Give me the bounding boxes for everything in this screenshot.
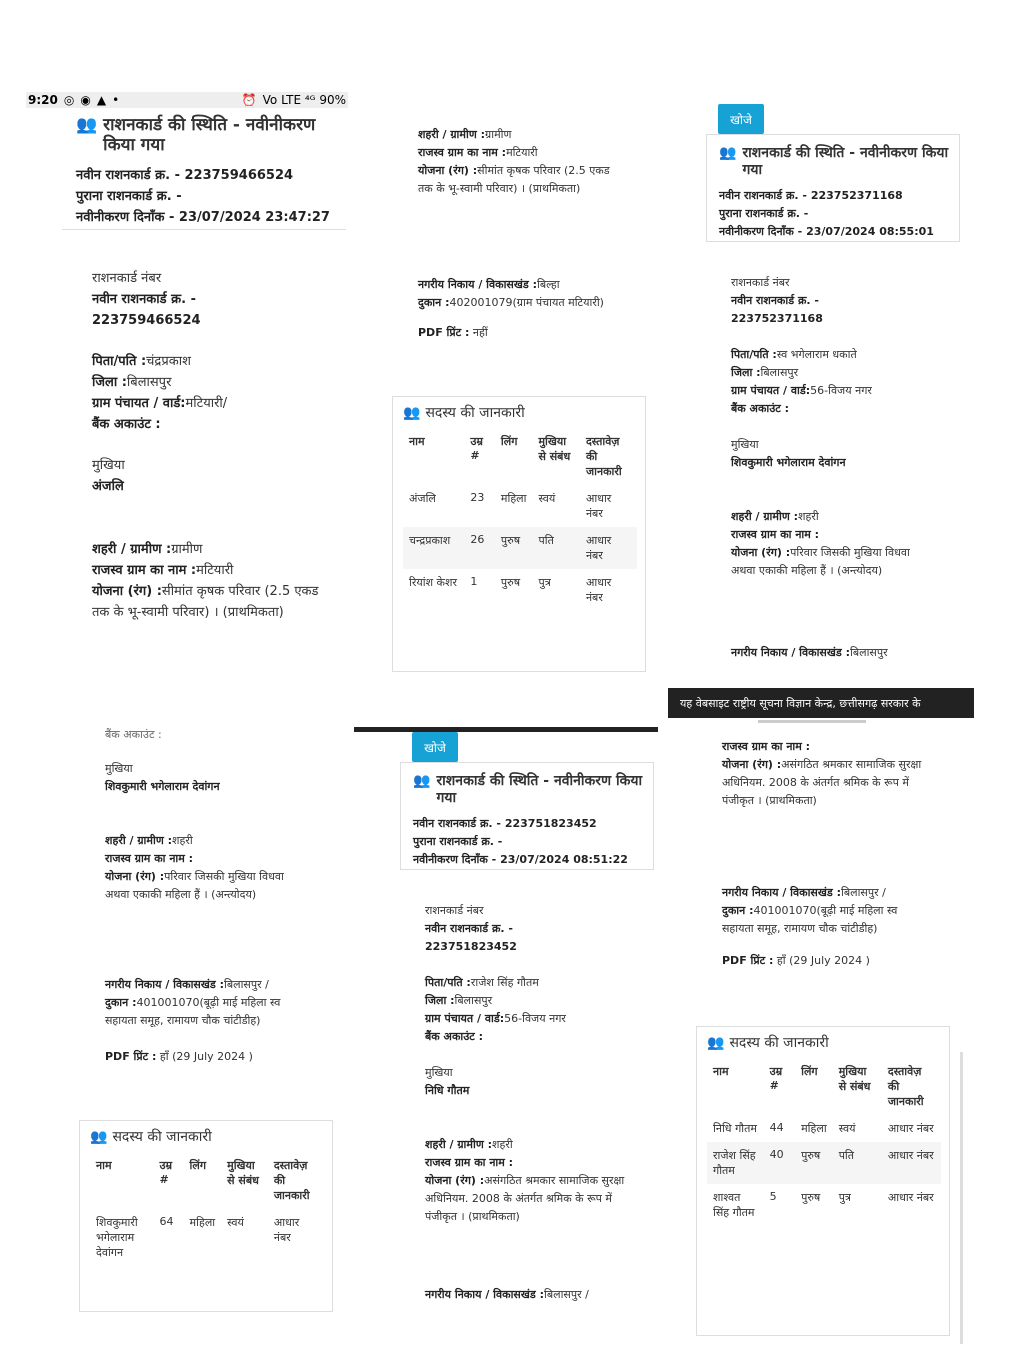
scrollbar[interactable] <box>960 1052 963 1344</box>
member-name: अंजलि <box>409 492 436 505</box>
member-name: शाश्वत सिंह गौतम <box>713 1191 755 1219</box>
nikay-value: बिल्हा <box>536 278 560 291</box>
table-row <box>707 1184 941 1226</box>
member-gender: पुरुष <box>801 1191 821 1204</box>
urban-rural-value: शहरी <box>172 834 193 847</box>
renewal-date-label: नवीनीकरण दिनाँक - <box>76 210 175 225</box>
head-label: मुखिया <box>425 1066 453 1079</box>
new-card-number: 223752371168 <box>731 312 823 325</box>
head-value: अंजलि <box>92 479 124 494</box>
card-number-label: राशनकार्ड नंबर <box>92 271 162 286</box>
shop-value: 401001070(बूढ़ी माई महिला स्व सहायता समूह, रामायण चौक चांटीडीह) <box>105 996 281 1027</box>
urban-rural-value: शहरी <box>798 510 819 523</box>
page-title: राशनकार्ड की स्थिति - नवीनीकरण किया गया <box>103 115 316 155</box>
new-card-number: 223751823452 <box>425 940 517 953</box>
member-name: राजेश सिंह गौतम <box>707 1142 764 1184</box>
col-gender: लिंग <box>189 1159 207 1172</box>
card2-continued: बैंक अकाउंट : मुखिया शिवकुमारी भगेलाराम देवांगन शहरी / ग्रामीण :शहरी राजस्व ग्राम का नाम : योजना (रंग) :परिवार जिसकी मुखिया विधवा अथवा एकाकी महिला हैं । (अन्त्योदय) नगरीय निकाय / विकासखंड :बिलासपुर / दुकान :401001070(बूढ़ी माई महिला स्व सहायता समूह, रामायण चौक चांटीडीह) PDF प्रिंट : हाँ (29 July 2024 ) <box>105 726 305 1066</box>
new-card-label: नवीन राशनकार्ड क्र. - <box>731 294 819 307</box>
urban-rural-value: ग्रामीण <box>485 128 512 141</box>
father-label: पिता/पति : <box>425 976 471 989</box>
phone-status-bar <box>26 92 348 108</box>
member-age: 40 <box>764 1142 796 1184</box>
new-card-label: नवीन राशनकार्ड क्र. - <box>413 817 501 830</box>
new-card-label: नवीन राशनकार्ड क्र. - <box>425 922 513 935</box>
card1-details <box>92 268 322 623</box>
scheme-value: सीमांत कृषक परिवार (2.5 एकड तक के भू-स्वामी परिवार) । (प्राथमिकता) <box>92 584 319 620</box>
member-age: 23 <box>470 491 485 504</box>
head-value: शिवकुमारी भगेलाराम देवांगन <box>731 456 846 469</box>
users-icon: 👥 <box>707 1034 725 1051</box>
shop-value: 401001070(बूढ़ी माई महिला स्व सहायता समूह, रामायण चौक चांटीडीह) <box>722 904 898 935</box>
renewal-date: 23/07/2024 08:51:22 <box>500 853 628 866</box>
divider-bar <box>354 727 658 732</box>
member-age: 64 <box>159 1215 174 1228</box>
old-card-label: पुराना राशनकार्ड क्र. - <box>413 835 503 848</box>
table-row <box>403 485 637 527</box>
card2-details <box>731 274 931 662</box>
district-label: जिला : <box>425 994 455 1007</box>
member-gender: पुरुष <box>795 1142 833 1184</box>
table-row <box>707 1142 941 1184</box>
nikay-value: बिलासपुर <box>223 978 262 991</box>
nikay-value: बिलासपुर <box>543 1288 582 1301</box>
users-icon: 👥 <box>76 115 98 135</box>
member-relation: स्वयं <box>538 492 556 505</box>
card1-continued <box>418 126 618 342</box>
member-gender: महिला <box>500 492 527 505</box>
member-docs: आधार नंबर <box>273 1216 300 1244</box>
search-button[interactable]: खोजे <box>412 732 458 762</box>
member-name: चन्द्रप्रकाश <box>403 527 464 569</box>
table-row <box>90 1209 324 1266</box>
nikay-label: नगरीय निकाय / विकासखंड : <box>731 646 850 659</box>
nikay-label: नगरीय निकाय / विकासखंड : <box>105 978 224 991</box>
member-name: शिवकुमारी भगेलाराम देवांगन <box>96 1216 138 1259</box>
whatsapp-icon: ◎ <box>63 93 75 107</box>
member-gender: पुरुष <box>500 576 521 589</box>
status-time: 9:20 <box>28 93 58 107</box>
scheme-label: योजना (रंग) : <box>722 758 782 771</box>
member-age: 5 <box>769 1190 777 1203</box>
nikay-value: बिलासपुर <box>840 886 879 899</box>
dot-icon: • <box>112 93 120 107</box>
card3-members-panel <box>696 1026 950 1336</box>
table-row <box>403 569 637 611</box>
new-card-number: 223752371168 <box>810 189 903 202</box>
scheme-value: सीमांत कृषक परिवार (2.5 एकड तक के भू-स्वामी परिवार) । (प्राथमिकता) <box>418 164 610 195</box>
new-card-number: 223751823452 <box>504 817 597 830</box>
card2-members-panel <box>79 1120 333 1312</box>
card3-continued: राजस्व ग्राम का नाम : योजना (रंग) :असंगठित श्रमकार सामाजिक सुरक्षा अधिनियम. 2008 के अंतर्गत श्रमिक के रूप में पंजीकृत । (प्राथमिकता) नगरीय निकाय / विकासखंड :बिलासपुर / दुकान :401001070(बूढ़ी माई महिला स्व सहायता समूह, रामायण चौक चांटीडीह) PDF प्रिंट : हाँ (29 July 2024 ) <box>722 740 922 967</box>
father-label: पिता/पति : <box>731 348 777 361</box>
district-value: बिलासपुर <box>760 366 799 379</box>
panchayat-label: ग्राम पंचायत / वार्ड: <box>731 384 811 397</box>
village-value: मटियारी <box>196 563 234 578</box>
members-title: सदस्य की जानकारी <box>729 1035 829 1051</box>
shop-label: दुकान : <box>105 996 137 1009</box>
col-name: नाम <box>409 435 425 448</box>
members-title: सदस्य की जानकारी <box>425 405 525 421</box>
notification-icon: ◉ <box>80 93 91 107</box>
users-icon: 👥 <box>413 773 431 789</box>
member-name: रियांश केशर <box>409 576 457 589</box>
members-table <box>90 1152 324 1266</box>
col-age: उम्र # <box>769 1065 783 1092</box>
village-label: राजस्व ग्राम का नाम : <box>731 528 820 541</box>
village-value: मटियारी <box>506 146 538 159</box>
member-docs: आधार नंबर <box>887 1191 934 1204</box>
alarm-icon: ⏰ <box>241 93 257 107</box>
urban-rural-label: शहरी / ग्रामीण : <box>731 510 799 523</box>
nikay-label: नगरीय निकाय / विकासखंड : <box>722 886 841 899</box>
members-table <box>403 428 637 611</box>
scheme-label: योजना (रंग) : <box>425 1174 485 1187</box>
district-value: बिलासपुर <box>126 375 172 390</box>
col-docs: दस्तावेज़ की जानकारी <box>887 1065 924 1108</box>
users-icon: 👥 <box>719 145 737 161</box>
card2-header <box>706 134 960 242</box>
member-gender: महिला <box>189 1216 216 1229</box>
member-age: 1 <box>470 575 478 588</box>
member-age: 44 <box>769 1121 784 1134</box>
member-relation: पति <box>532 527 579 569</box>
district-value: बिलासपुर <box>454 994 493 1007</box>
member-docs: आधार नंबर <box>580 527 637 569</box>
col-age: उम्र # <box>159 1159 173 1186</box>
urban-rural-label: शहरी / ग्रामीण : <box>105 834 173 847</box>
urban-rural-label: शहरी / ग्रामीण : <box>92 542 172 557</box>
new-card-label: नवीन राशनकार्ड क्र. - <box>719 189 807 202</box>
district-label: जिला : <box>92 375 127 390</box>
panchayat-label: ग्राम पंचायत / वार्ड: <box>425 1012 505 1025</box>
card-number-label: राशनकार्ड नंबर <box>731 276 790 289</box>
renewal-date: 23/07/2024 23:47:27 <box>178 210 330 225</box>
member-gender: महिला <box>801 1122 827 1135</box>
urban-rural-label: शहरी / ग्रामीण : <box>418 128 486 141</box>
member-docs: आधार नंबर <box>887 1122 934 1135</box>
col-gender: लिंग <box>500 435 518 448</box>
village-label: राजस्व ग्राम का नाम : <box>92 563 197 578</box>
members-title: सदस्य की जानकारी <box>112 1129 212 1145</box>
bank-cut: बैंक अकाउंट : <box>105 728 162 741</box>
footer-toast <box>668 688 974 718</box>
pdf-label: PDF प्रिंट : <box>722 954 774 967</box>
card3-header <box>400 762 654 870</box>
shop-label: दुकान : <box>722 904 754 917</box>
member-gender: पुरुष <box>495 527 533 569</box>
father-value: चंद्रप्रकाश <box>146 354 191 369</box>
pdf-value: हाँ (29 July 2024 ) <box>776 954 870 967</box>
head-label: मुखिया <box>92 458 125 473</box>
nikay-value: बिलासपुर <box>849 646 888 659</box>
panchayat-value: 56-विजय नगर <box>810 384 872 397</box>
renewal-date-label: नवीनीकरण दिनाँक - <box>413 853 497 866</box>
page-title: राशनकार्ड की स्थिति - नवीनीकरण किया गया <box>436 773 643 806</box>
member-relation: स्वयं <box>227 1216 244 1229</box>
member-age: 26 <box>464 527 495 569</box>
renewal-date-label: नवीनीकरण दिनाँक - <box>719 225 803 238</box>
head-value: निधि गौतम <box>425 1084 470 1097</box>
member-relation: पति <box>833 1142 882 1184</box>
pdf-value: हाँ (29 July 2024 ) <box>159 1050 253 1063</box>
village-label: राजस्व ग्राम का नाम : <box>425 1156 514 1169</box>
nikay-label: नगरीय निकाय / विकासखंड : <box>418 278 537 291</box>
members-table <box>707 1058 941 1226</box>
member-relation: पुत्र <box>538 576 551 589</box>
nikay-label: नगरीय निकाय / विकासखंड : <box>425 1288 544 1301</box>
urban-rural-label: शहरी / ग्रामीण : <box>425 1138 493 1151</box>
bank-label: बैंक अकाउंट : <box>731 402 790 415</box>
scheme-value: असंगठित श्रमकार सामाजिक सुरक्षा अधिनियम. 2008 के अंतर्गत श्रमिक के रूप में पंजीकृत । (प्राथमिकता) <box>425 1174 625 1223</box>
col-docs: दस्तावेज़ की जानकारी <box>585 435 622 478</box>
card-number-label: राशनकार्ड नंबर <box>425 904 484 917</box>
table-row <box>707 1115 941 1142</box>
scheme-label: योजना (रंग) : <box>731 546 791 559</box>
shop-label: दुकान : <box>418 296 450 309</box>
member-relation: स्वयं <box>838 1122 856 1135</box>
col-name: नाम <box>713 1065 729 1078</box>
app-icon: ▲ <box>96 93 107 107</box>
father-label: पिता/पति : <box>92 354 147 369</box>
father-value: राजेश सिंह गौतम <box>470 976 539 989</box>
col-relation: मुखिया से संबंध <box>538 435 571 463</box>
scheme-label: योजना (रंग) : <box>92 584 162 599</box>
member-docs: आधार नंबर <box>882 1142 941 1184</box>
new-card-label: नवीन राशनकार्ड क्र. - <box>76 168 180 183</box>
pdf-label: PDF प्रिंट : <box>105 1050 157 1063</box>
new-card-number: 223759466524 <box>184 168 294 183</box>
shop-value: 402001079(ग्राम पंचायत मटियारी) <box>449 296 604 309</box>
card1-header <box>62 110 346 230</box>
panchayat-label: ग्राम पंचायत / वार्ड: <box>92 396 186 411</box>
card1-members-panel <box>392 396 646 672</box>
col-relation: मुखिया से संबंध <box>227 1159 259 1187</box>
member-docs: आधार नंबर <box>585 576 612 604</box>
scheme-label: योजना (रंग) : <box>105 870 165 883</box>
urban-rural-value: शहरी <box>492 1138 513 1151</box>
head-label: मुखिया <box>105 762 133 775</box>
toast-text: यह वेबसाइट राष्ट्रीय सूचना विज्ञान केन्द्र, छत्तीसगढ़ सरकार के <box>680 696 921 710</box>
renewal-date: 23/07/2024 08:55:01 <box>806 225 934 238</box>
urban-rural-value: ग्रामीण <box>171 542 203 557</box>
col-docs: दस्तावेज़ की जानकारी <box>273 1159 310 1202</box>
scheme-label: योजना (रंग) : <box>418 164 478 177</box>
scroll-indicator <box>758 720 866 723</box>
status-right: Vo LTE ⁴ᴳ 90% <box>262 93 346 107</box>
new-card-number: 223759466524 <box>92 313 201 328</box>
page-title: राशनकार्ड की स्थिति - नवीनीकरण किया गया <box>742 145 949 178</box>
bank-label: बैंक अकाउंट : <box>92 417 161 432</box>
scheme-value: परिवार जिसकी मुखिया विधवा अथवा एकाकी महिला हैं । (अन्त्योदय) <box>105 870 284 901</box>
village-label: राजस्व ग्राम का नाम : <box>722 740 811 753</box>
col-relation: मुखिया से संबंध <box>838 1065 871 1093</box>
panchayat-value: मटियारी/ <box>185 396 228 411</box>
member-name: निधि गौतम <box>713 1122 757 1135</box>
district-label: जिला : <box>731 366 761 379</box>
col-gender: लिंग <box>801 1065 818 1078</box>
head-label: मुखिया <box>731 438 759 451</box>
scheme-value: असंगठित श्रमकार सामाजिक सुरक्षा अधिनियम. 2008 के अंतर्गत श्रमिक के रूप में पंजीकृत । (प्राथमिकता) <box>722 758 922 807</box>
pdf-value: नहीं <box>472 326 488 339</box>
col-name: नाम <box>96 1159 112 1172</box>
old-card-label: पुराना राशनकार्ड क्र. - <box>76 189 182 204</box>
search-button[interactable]: खोजे <box>718 104 764 134</box>
users-icon: 👥 <box>403 404 421 421</box>
col-age: उम्र # <box>470 435 483 462</box>
card3-details: राशनकार्ड नंबर नवीन राशनकार्ड क्र. - 223751823452 पिता/पति :राजेश सिंह गौतम जिला :बिलासपुर ग्राम पंचायत / वार्ड:56-विजय नगर बैंक अकाउंट : मुखिया निधि गौतम शहरी / ग्रामीण :शहरी राजस्व ग्राम का नाम : योजना (रंग) :असंगठित श्रमकार सामाजिक सुरक्षा अधिनियम. 2008 के अंतर्गत श्रमिक के रूप में पंजीकृत । (प्राथमिकता) नगरीय निकाय / विकासखंड :बिलासपुर / <box>425 904 625 1301</box>
member-relation: पुत्र <box>838 1191 852 1204</box>
village-label: राजस्व ग्राम का नाम : <box>105 852 194 865</box>
users-icon: 👥 <box>90 1128 108 1145</box>
old-card-label: पुराना राशनकार्ड क्र. - <box>719 207 809 220</box>
father-value: स्व भगेलाराम धकाते <box>776 348 857 361</box>
member-docs: आधार नंबर <box>585 492 612 520</box>
pdf-label: PDF प्रिंट : <box>418 326 470 339</box>
new-card-label: नवीन राशनकार्ड क्र. - <box>92 292 196 307</box>
panchayat-value: 56-विजय नगर <box>504 1012 566 1025</box>
bank-label: बैंक अकाउंट : <box>425 1030 484 1043</box>
village-label: राजस्व ग्राम का नाम : <box>418 146 507 159</box>
table-row <box>403 527 637 569</box>
scheme-value: परिवार जिसकी मुखिया विधवा अथवा एकाकी महिला हैं । (अन्त्योदय) <box>731 546 910 577</box>
head-value: शिवकुमारी भगेलाराम देवांगन <box>105 780 220 793</box>
